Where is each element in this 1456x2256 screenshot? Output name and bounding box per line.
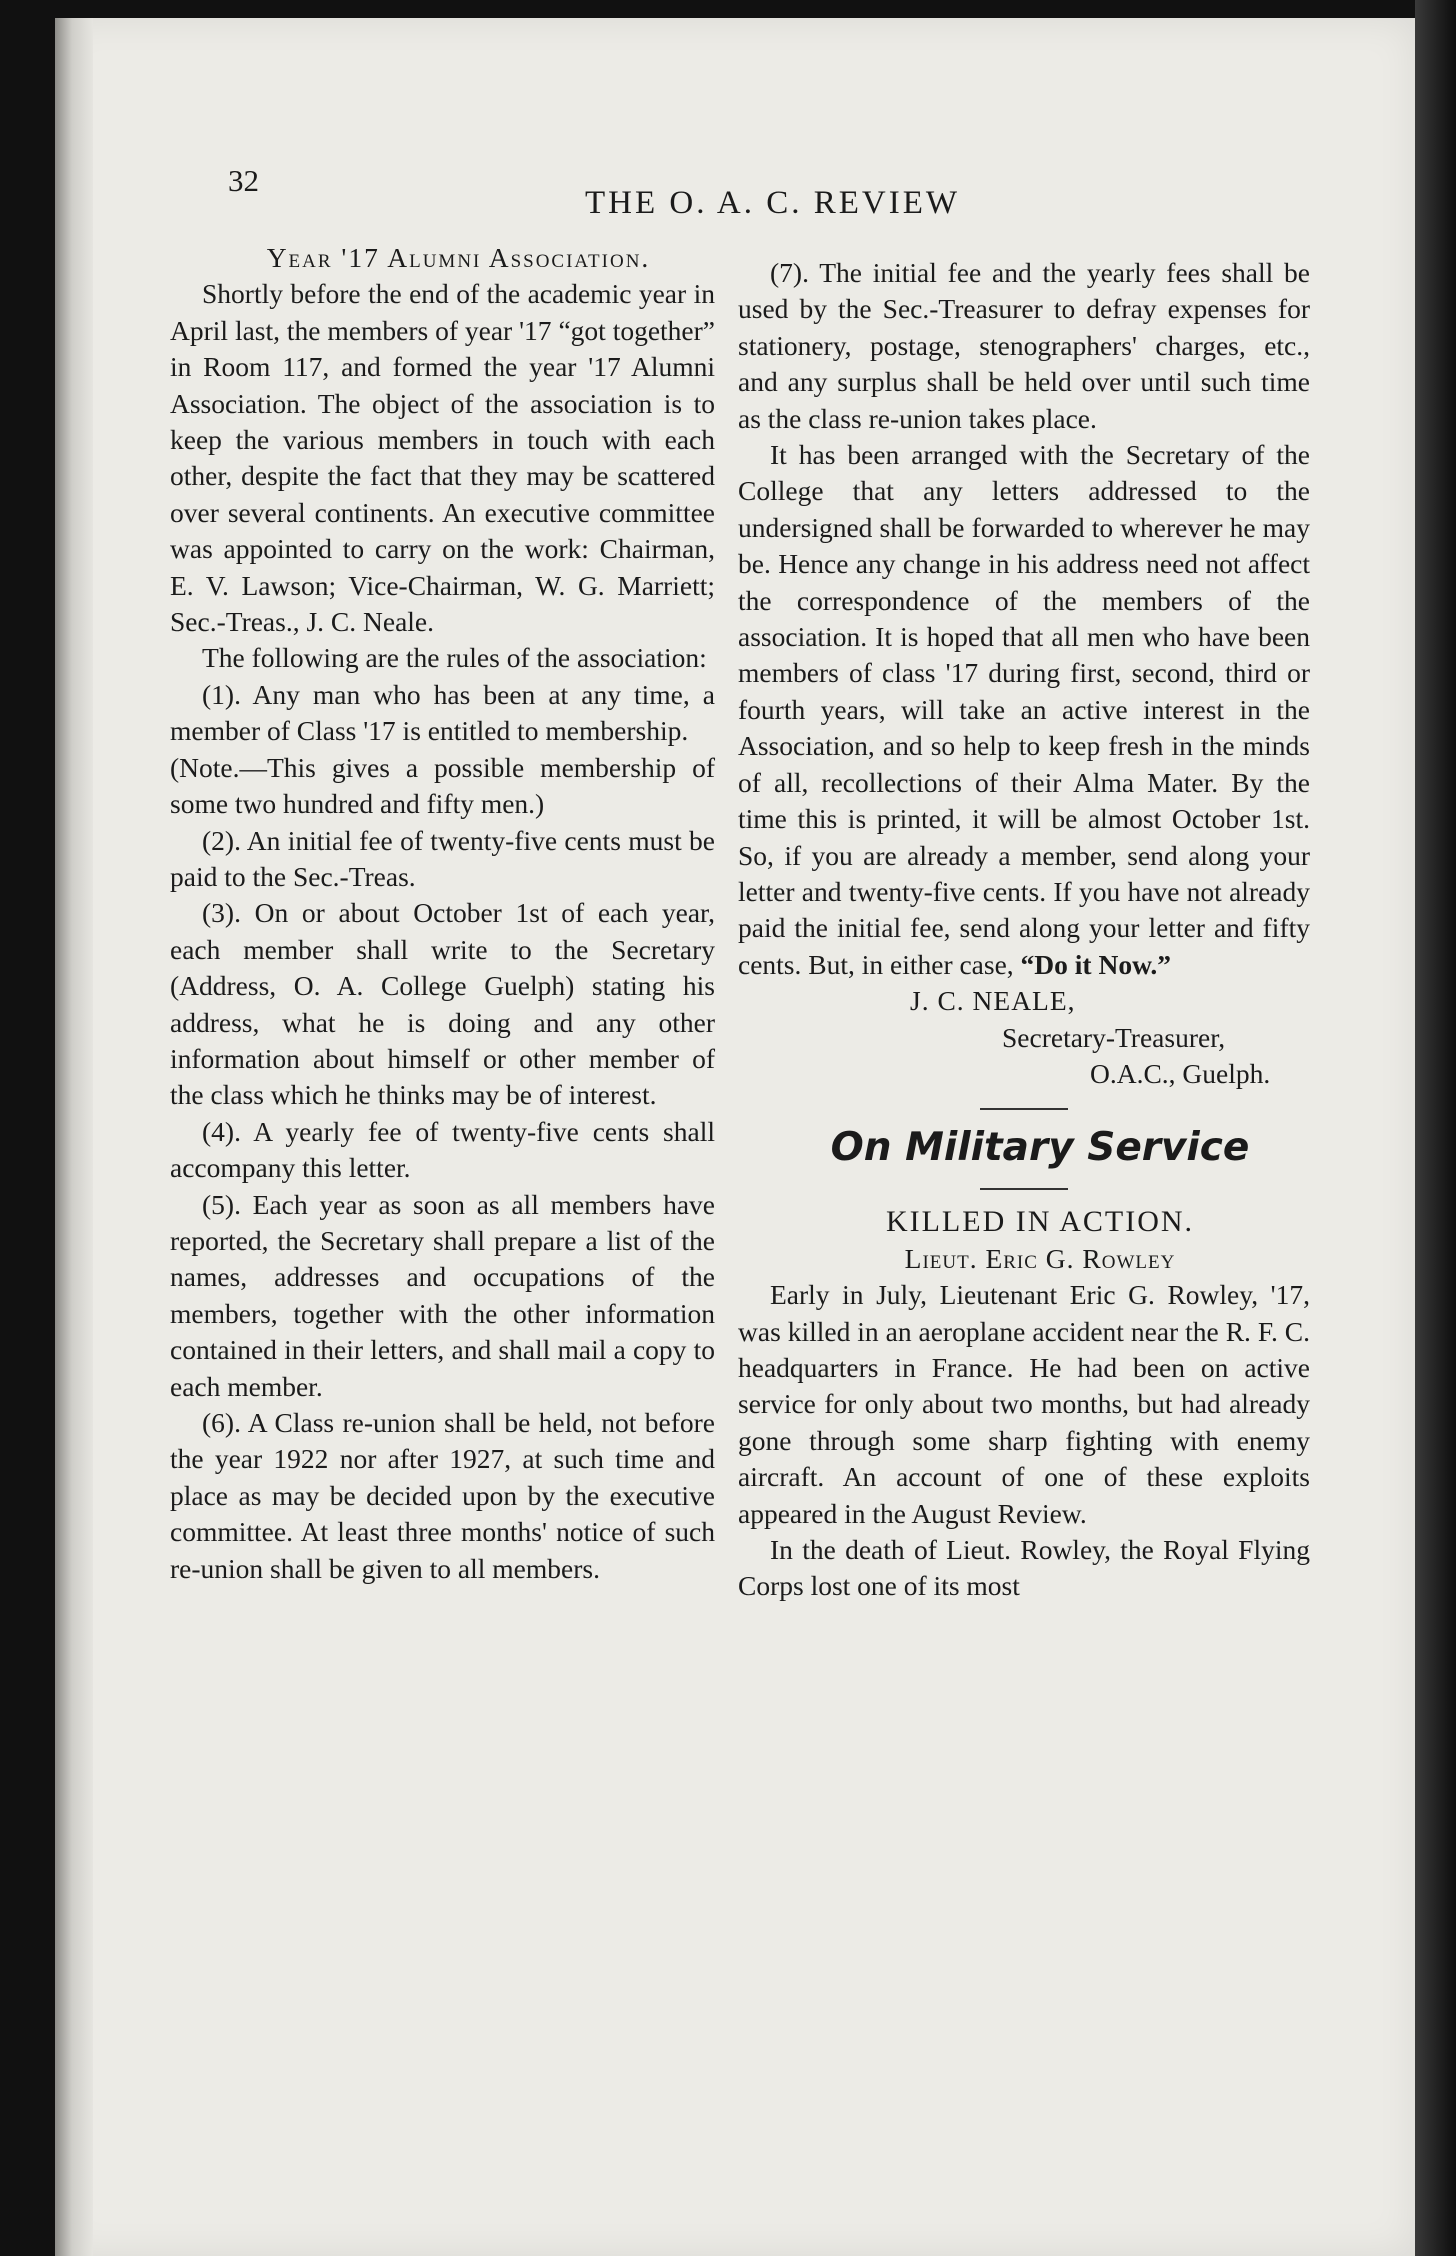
article-paragraph-2: In the death of Lieut. Rowley, the Royal Flying Corps lost one of its most (738, 1534, 1310, 1602)
rule-3: (3). On or about October 1st of each year, each member shall write to the Secretary (Address, O. A. College Guelph) stating his address, what he is doing and any other information about himself or other member of the class which he thinks may be of interest. (170, 897, 715, 1111)
article-paragraph-1: Early in July, Lieutenant Eric G. Rowley, '17, was killed in an aeroplane accident near the R. F. C. headquarters in France. He had been on active service for only about two months, but had already gone through some sharp fighting with enemy aircraft. An account of one of these exploits appeared in the August Review. (738, 1279, 1310, 1529)
section-title: On Military Service (830, 1125, 1250, 1171)
signature-place: O.A.C., Guelph. (1090, 1057, 1271, 1089)
rule-5: (5). Each year as soon as all members have reported, the Secretary shall prepare a list of the names, addresses and occupations of the members, together with the other information contained in their letters, and shall mail a copy to each member. (170, 1188, 715, 1402)
closing-text: It has been arranged with the Secretary of the College that any letters addressed to the undersigned shall be forwarded to wherever he may be. Hence any change in his address need not affect the correspondence of the members of the association. It is hoped that all men who have been members of class '17 during first, second, third or fourth years, will take an active interest in the Association, and so help to keep fresh in the minds of all, recollections of their Alma Mater. By the time this is printed, it will be almost October 1st. So, if you are already a member, send along your letter and twenty-five cents. If you have not already paid the initial fee, send along your letter and fifty cents. But, in either case, (738, 439, 1310, 980)
left-column (170, 240, 715, 1587)
closing-bold: “Do it Now.” (1020, 948, 1172, 980)
rule-4: (4). A yearly fee of twenty-five cents shall accompany this letter. (170, 1115, 715, 1184)
killed-heading: KILLED IN ACTION. (885, 1205, 1195, 1239)
signature-name: J. C. NEALE, (910, 985, 1076, 1017)
right-column (738, 255, 1310, 1605)
closing-paragraph (738, 437, 1310, 983)
running-head: THE O. A. C. REVIEW (585, 185, 961, 221)
divider-rule (980, 1108, 1068, 1110)
divider-rule (980, 1188, 1068, 1190)
killed-name: Lieut. Eric G. Rowley (904, 1242, 1176, 1274)
note: (Note.—This gives a possible membership of some two hundred and fifty men.) (170, 751, 715, 820)
rule-7: (7). The initial fee and the yearly fees shall be used by the Sec.-Treasurer to defray expenses for stationery, postage, stenographers' charges, etc., and any surplus shall be held over until such time as the class re-union takes place. (738, 257, 1310, 434)
rule-6: (6). A Class re-union shall be held, not before the year 1922 nor after 1927, at such time and place as may be decided upon by the executive committee. At least three months' notice of such re-union shall be given to all members. (170, 1407, 715, 1584)
page-spine-shadow (55, 18, 93, 2256)
page-right-edge (1415, 0, 1456, 2256)
signature-title: Secretary-Treasurer, (1002, 1021, 1226, 1053)
page-number: 32 (228, 163, 259, 198)
rules-intro: The following are the rules of the association: (202, 642, 707, 674)
intro-paragraph: Shortly before the end of the academic year in April last, the members of year '17 “got together” in Room 117, and formed the year '17 Alumni Association. The object of the association is to keep the various members in touch with each other, despite the fact that they may be scattered over several continents. An executive committee was appointed to carry on the work: Chairman, E. V. Lawson; Vice-Chairman, W. G. Marriett; Sec.-Treas., J. C. Neale. (170, 278, 715, 638)
article-heading: Year '17 Alumni Association. (266, 242, 651, 273)
rule-2: (2). An initial fee of twenty-five cents must be paid to the Sec.-Treas. (170, 824, 715, 892)
rule-1: (1). Any man who has been at any time, a member of Class '17 is entitled to membership. (170, 678, 715, 747)
